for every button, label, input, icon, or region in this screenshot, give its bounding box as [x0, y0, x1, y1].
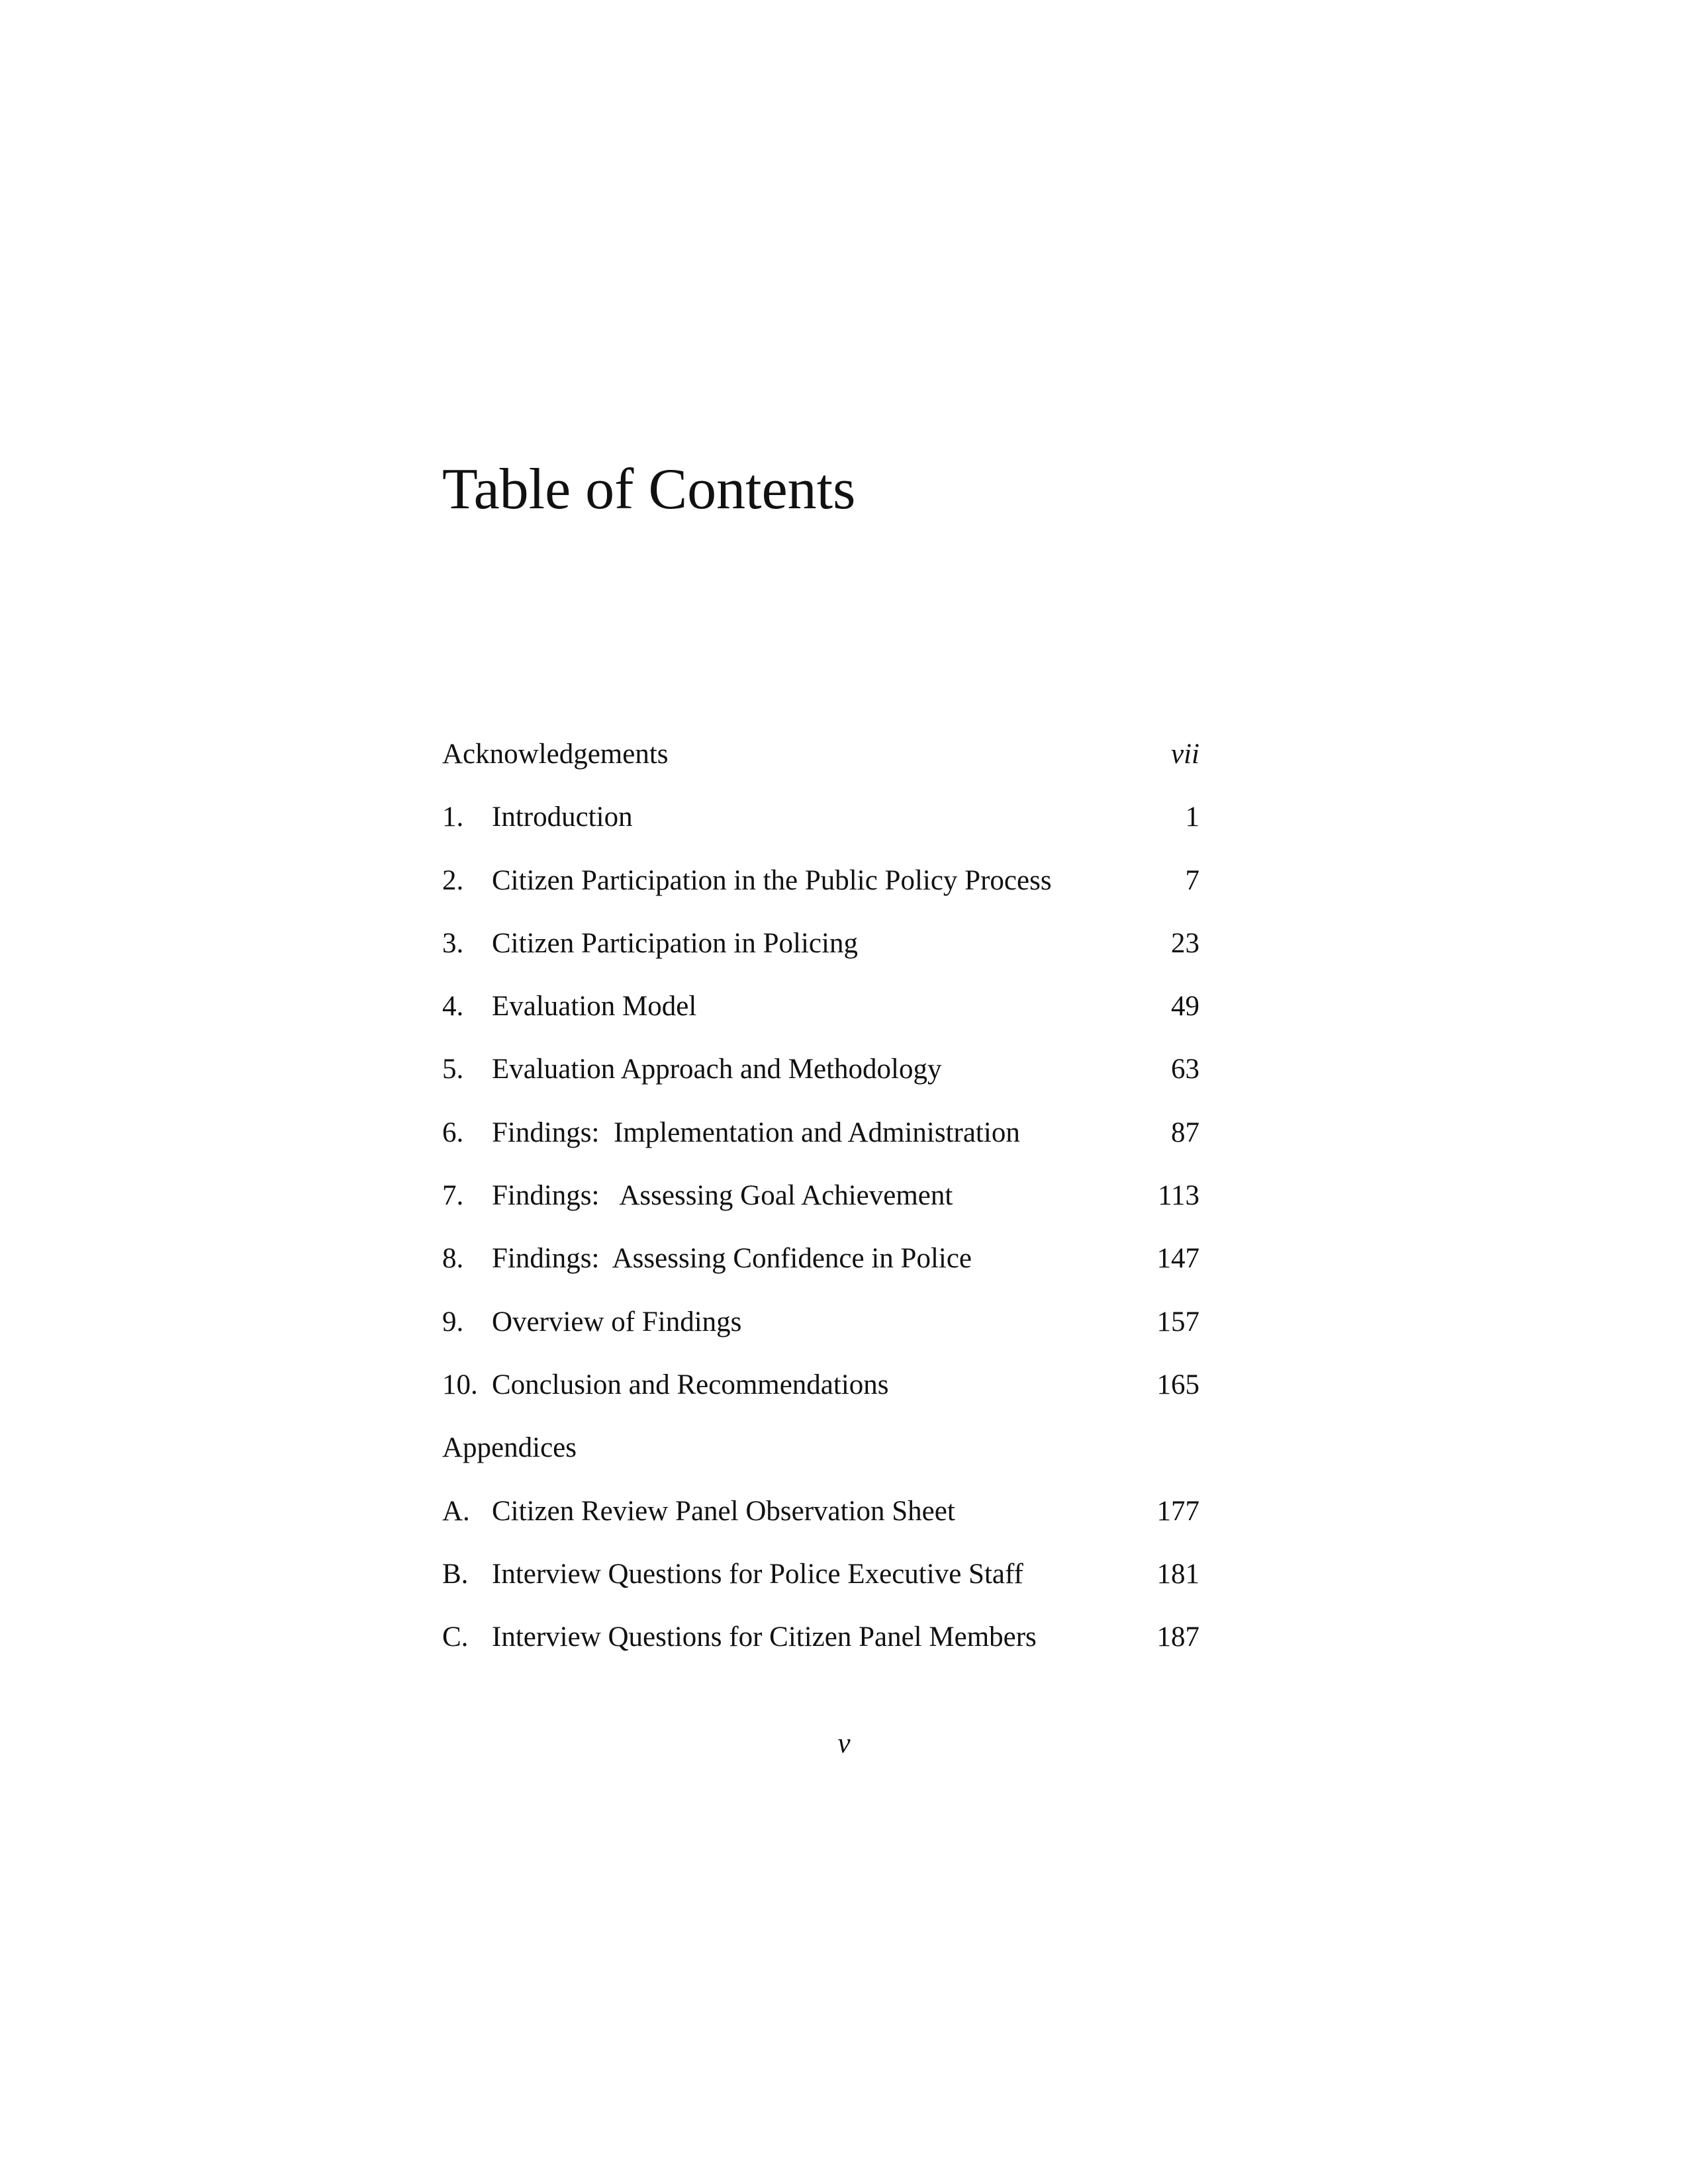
toc-entry-page: 63	[1171, 1054, 1199, 1085]
toc-entry-chapter-8	[442, 1236, 1199, 1298]
toc-entry-number: 7.	[442, 1180, 464, 1212]
toc-entry-page: 1	[1185, 801, 1199, 833]
toc-entry-page: 181	[1156, 1558, 1199, 1590]
toc-appendices-heading	[442, 1425, 1199, 1488]
appendices-heading-label: Appendices	[442, 1432, 577, 1464]
toc-entry-page: 187	[1156, 1621, 1199, 1653]
toc-entry-page: 23	[1171, 927, 1199, 959]
toc-entry-chapter-6	[442, 1110, 1199, 1173]
toc-entry-page: 157	[1156, 1306, 1199, 1338]
toc-entry-label: Findings: Assessing Goal Achievement	[492, 1180, 953, 1212]
toc-entry-page: 177	[1156, 1495, 1199, 1527]
toc-entry-appendix-b	[442, 1551, 1199, 1614]
toc-entry-page: 87	[1171, 1116, 1199, 1148]
toc-entry-label: Evaluation Model	[492, 991, 697, 1023]
toc-entry-label: Interview Questions for Citizen Panel Members	[492, 1621, 1037, 1653]
toc-entry-chapter-3	[442, 921, 1199, 983]
toc-entry-number: 4.	[442, 991, 464, 1023]
page-title: Table of Contents	[442, 457, 856, 522]
toc-entry-label: Overview of Findings	[492, 1306, 742, 1338]
toc-entry-appendix-a	[442, 1488, 1199, 1551]
toc-entry-label: Findings: Assessing Confidence in Police	[492, 1243, 972, 1275]
toc-entry-number: 5.	[442, 1054, 464, 1085]
toc-entry-label: Interview Questions for Police Executive Staff	[492, 1558, 1023, 1590]
toc-entry-chapter-10	[442, 1362, 1199, 1425]
toc-entry-chapter-9	[442, 1299, 1199, 1362]
toc-entry-label: Introduction	[492, 801, 633, 833]
toc-entry-number: 1.	[442, 801, 464, 833]
toc-entry-label: Citizen Participation in the Public Policy Process	[492, 864, 1052, 896]
toc-entry-number: 2.	[442, 864, 464, 896]
toc-entry-number: C.	[442, 1621, 469, 1653]
toc-entry-page: 165	[1156, 1369, 1199, 1400]
toc-entry-label: Conclusion and Recommendations	[492, 1369, 889, 1400]
toc-entry-label: Citizen Review Panel Observation Sheet	[492, 1495, 955, 1527]
toc-entry-acknowledgements	[442, 731, 1199, 794]
toc-entry-chapter-4	[442, 983, 1199, 1046]
toc-entry-page: 49	[1171, 991, 1199, 1023]
toc-entry-label: Citizen Participation in Policing	[492, 927, 858, 959]
toc-entry-chapter-1	[442, 794, 1199, 857]
toc-entry-chapter-7	[442, 1173, 1199, 1236]
toc-entry-page: 7	[1185, 864, 1199, 896]
toc-entry-chapter-5	[442, 1046, 1199, 1109]
toc-entry-label: Evaluation Approach and Methodology	[492, 1054, 942, 1085]
table-of-contents	[442, 731, 1199, 1677]
toc-entry-number: 10.	[442, 1369, 478, 1400]
toc-entry-page: 147	[1156, 1243, 1199, 1275]
toc-entry-number: A.	[442, 1495, 470, 1527]
toc-entry-number: 6.	[442, 1116, 464, 1148]
toc-entry-appendix-c	[442, 1614, 1199, 1677]
toc-entry-chapter-2	[442, 858, 1199, 921]
toc-entry-number: 9.	[442, 1306, 464, 1338]
page-number: v	[837, 1728, 851, 1759]
toc-entry-page: vii	[1171, 739, 1199, 770]
toc-entry-number: B.	[442, 1558, 469, 1590]
toc-entry-label: Findings: Implementation and Administration	[492, 1116, 1020, 1148]
toc-entry-page: 113	[1158, 1180, 1199, 1212]
toc-entry-number: 3.	[442, 927, 464, 959]
toc-entry-number: 8.	[442, 1243, 464, 1275]
toc-entry-label: Acknowledgements	[442, 739, 669, 770]
